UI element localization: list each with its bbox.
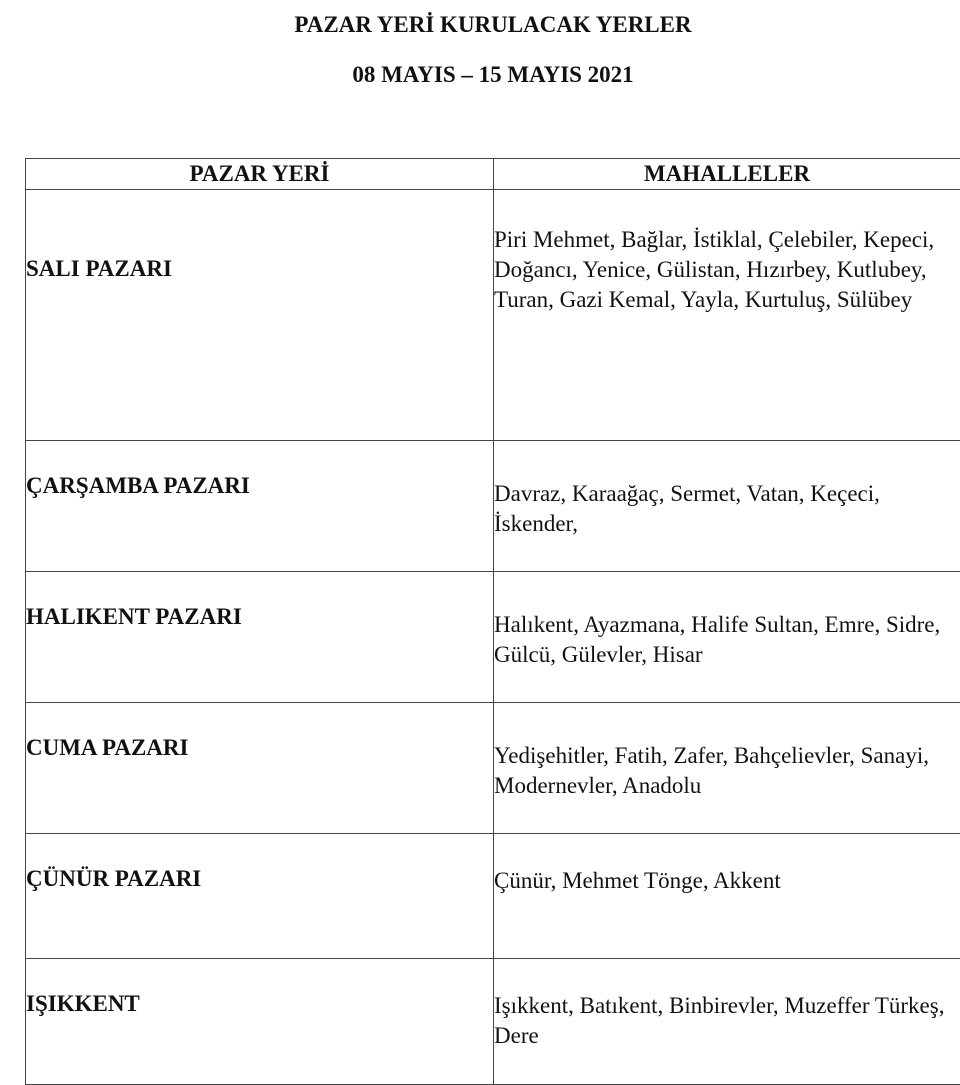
- market-name: IŞIKKENT: [26, 959, 494, 1085]
- table-row: [26, 190, 960, 441]
- neighborhood-list: Işıkkent, Batıkent, Binbirevler, Muzeffer Türkeş, Dere: [494, 959, 960, 1085]
- table-row: [26, 441, 960, 572]
- market-name: ÇARŞAMBA PAZARI: [26, 441, 494, 572]
- document-title: PAZAR YERİ KURULACAK YERLER: [0, 12, 960, 38]
- table-row: [26, 834, 960, 959]
- table-header-row: [26, 159, 960, 190]
- neighborhood-list: Halıkent, Ayazmana, Halife Sultan, Emre, Sidre, Gülcü, Gülevler, Hisar: [494, 572, 960, 703]
- market-name: HALIKENT PAZARI: [26, 572, 494, 703]
- neighborhood-list: Yedişehitler, Fatih, Zafer, Bahçelievler, Sanayi, Modernevler, Anadolu: [494, 703, 960, 834]
- neighborhood-list: Davraz, Karaağaç, Sermet, Vatan, Keçeci, İskender,: [494, 441, 960, 572]
- market-name: CUMA PAZARI: [26, 703, 494, 834]
- neighborhood-list: Çünür, Mehmet Tönge, Akkent: [494, 834, 960, 959]
- header-neighborhoods: MAHALLELER: [494, 159, 960, 190]
- market-name: SALI PAZARI: [26, 190, 494, 441]
- table-row: [26, 703, 960, 834]
- market-locations-table: [25, 158, 960, 1085]
- table-row: [26, 572, 960, 703]
- neighborhood-list: Piri Mehmet, Bağlar, İstiklal, Çelebiler, Kepeci, Doğancı, Yenice, Gülistan, Hızırbey, Kutlubey, Turan, Gazi Kemal, Yayla, Kurtuluş, Sülübey: [494, 190, 960, 441]
- market-name: ÇÜNÜR PAZARI: [26, 834, 494, 959]
- document-date-range: 08 MAYIS – 15 MAYIS 2021: [0, 62, 960, 88]
- header-market: PAZAR YERİ: [26, 159, 494, 190]
- table-row: [26, 959, 960, 1085]
